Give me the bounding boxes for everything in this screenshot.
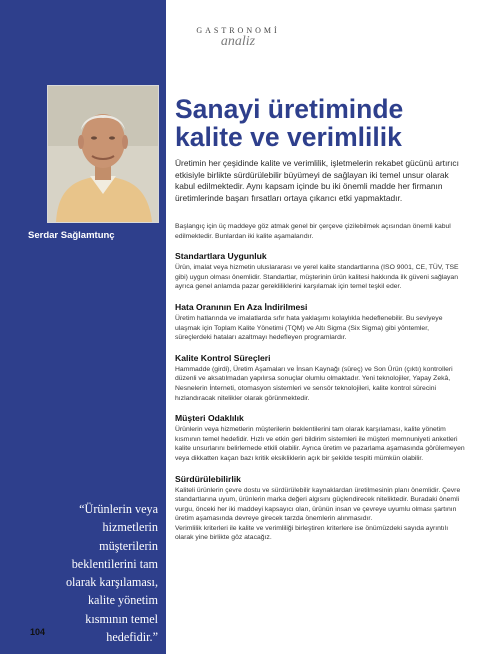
section-text: Kaliteli ürünlerin çevre dostu ve sürdürülebilir kaynaklardan üretilmesinin planı önemlidir. Çevre standartlarına uyum, ürünlerin marka değeri algısını güçlendirecek niteliktedir. Buradaki önemli vurgu, önceki her iki maddeyi kapsayıcı olan, ürünün insan ve çevreye uyumlu olması şartının üretim aşamasında devreye girecek tarzda önemlerin alınmasıdır.: [175, 486, 461, 523]
sidebar-panel: [0, 0, 166, 654]
section-customer-focus: [175, 413, 465, 463]
closing-paragraph: Verimlilik kriterleri ile kalite ve verimliliği birleştiren kriterlere ise önümüzdeki sayıda ayrıntılı olarak yine birlikte göz atacağız.: [175, 524, 449, 542]
section-text: Hammadde (girdi), Üretim Aşamaları ve İnsan Kaynağı (süreç) ve Son Ürün (çıktı) kontrolleri düzenli ve aksatılmadan yapılırsa sonuçlar olumlu olmaktadır. Yeni teknolojiler, Yapay Zekâ, Nesnelerin İnterneti, otomasyon sistemleri ve sensör teknolojileri, kalite kontrol sürecini hızlandıracak nitelikler olarak görünmektedir.: [175, 365, 453, 402]
section-heading: Müşteri Odaklılık: [175, 413, 244, 424]
intro-paragraph: Başlangıç için üç maddeye göz atmak genel bir çerçeve çizilebilmek açısından önemli kabul edilmektedir. Bunlardan iki kalite aşamalarıdır.: [175, 223, 451, 240]
article-lead: Üretimin her çeşidinde kalite ve verimlilik, işletmelerin rekabet gücünü artırıcı etkisiyle birlikte sürdürülebilir büyümeyi de sağlayan iki temel unsur olarak kabul edilmektedir. Aynı kapsam içinde bu iki önemli madde her firmanın üretimlerinde başarı fırsatları ortaya çıkarıcı etki yapmaktadır.: [175, 158, 459, 203]
section-standards: [175, 251, 465, 292]
article-body: [175, 222, 465, 549]
author-portrait-image: [48, 86, 158, 222]
pull-quote: “Ürünlerin veya hizmetlerin müşterilerin beklentilerini tam olarak karşılaması, kalite yönetim kısmının temel hedefidir.”: [65, 502, 158, 645]
section-error-rate: [175, 302, 465, 343]
article-title: Sanayi üretiminde kalite ve verimlilik: [175, 94, 404, 152]
section-text: Üretim hatlarında ve imalatlarda sıfır hata yaklaşımı kolaylıkla hedeflenebilir. Bu seviyeye ulaşmak için Toplam Kalite Yönetimi (TQM) ve Altı Sigma (Six Sigma) gibi yöntemler, süreçlerdeki hataları azaltmayı hedefleyen programlardır.: [175, 314, 443, 342]
section-heading: Hata Oranının En Aza İndirilmesi: [175, 301, 308, 312]
section-heading: Kalite Kontrol Süreçleri: [175, 352, 271, 363]
magazine-brand: [178, 26, 298, 50]
page-number: 104: [30, 627, 46, 637]
section-heading: Standartlara Uygunluk: [175, 251, 267, 262]
section-quality-control: [175, 353, 465, 403]
section-text: Ürünlerin veya hizmetlerin müşterilerin beklentilerini tam olarak karşılaması, kalite yönetim kısmının temel hedefidir. Hızlı ve etkin geri bildirim sistemleri ile müşteri memnuniyeti anketleri kalite unsurlarını belirlemede etkili olabilir. Ayrıca üretim ve pazarlama aşamasında görülemeyen veya dikkatten kaçan bazı kritik eksikliklerin açık bir şekilde tespiti mümkün olabilir.: [175, 426, 465, 462]
section-text: Ürün, imalat veya hizmetin uluslararası ve yerel kalite standartlarına (ISO 9001, CE, TÜV, TSE gibi) uygun olması önemlidir. Standartlar, müşterinin ürün kalitesi hakkında ilk güveni sağlayan ayrıca genel anlamda pazar gerekliliklerini karşılamak için temel teşkil eder.: [175, 264, 459, 291]
author-photo: [48, 86, 158, 222]
brand-bottom-text: analiz: [220, 34, 256, 49]
brand-top-text: GASTRONOMİ: [196, 26, 280, 35]
section-sustainability: [175, 474, 465, 524]
author-name: Serdar Sağlamtunç: [28, 230, 115, 241]
section-heading: Sürdürülebilirlik: [175, 473, 241, 484]
